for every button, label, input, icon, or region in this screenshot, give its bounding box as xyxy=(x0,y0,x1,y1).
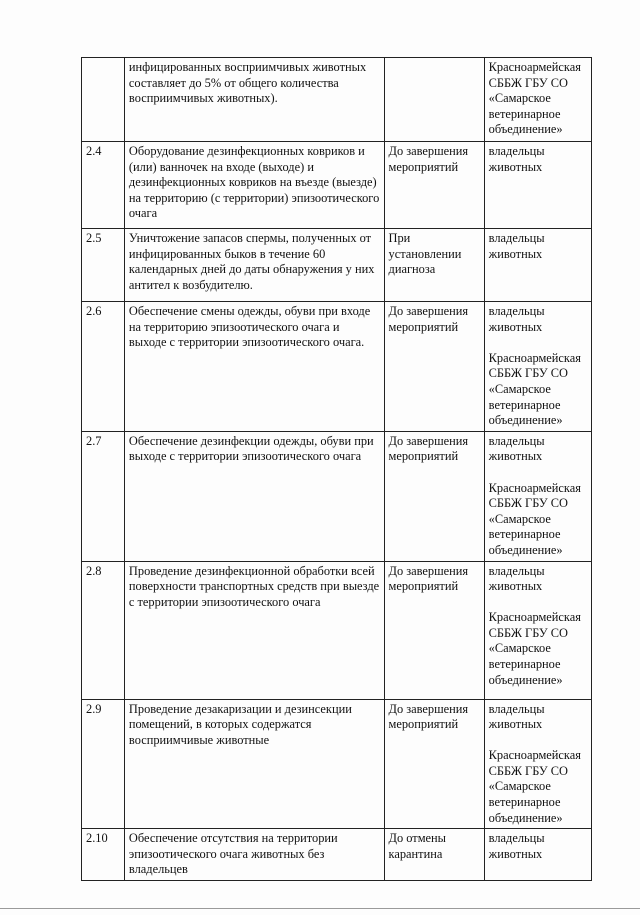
scan-edge-line xyxy=(0,908,640,909)
table-row xyxy=(82,58,592,142)
row-number: 2.7 xyxy=(82,431,125,561)
table-row xyxy=(82,829,592,881)
measure-text: инфицированных восприимчивых животных составляет до 5% от общего количества восприимчивых животных). xyxy=(124,58,384,142)
term-text: При установлении диагноза xyxy=(384,229,484,302)
term-text: До завершения мероприятий xyxy=(384,561,484,699)
responsible-cell xyxy=(484,699,591,829)
row-number xyxy=(82,58,125,142)
responsible-text: Красноармейская СББЖ ГБУ СО «Самарское ветеринарное объединение» xyxy=(488,480,581,557)
responsible-cell xyxy=(484,829,591,881)
measure-text: Оборудование дезинфекционных ковриков и (или) ванночек на входе (выходе) и дезинфекционных ковриков на въезде (выезде) на территорию (с территории) эпизоотического очага xyxy=(124,142,384,229)
table-row xyxy=(82,431,592,561)
responsible-text: владельцы животных xyxy=(488,701,545,732)
responsible-text: Красноармейская СББЖ ГБУ СО «Самарское ветеринарное объединение» xyxy=(488,610,581,687)
row-number: 2.6 xyxy=(82,302,125,432)
responsible-cell xyxy=(484,431,591,561)
responsible-cell xyxy=(484,58,591,142)
term-text: До завершения мероприятий xyxy=(384,699,484,829)
responsible-text: владельцы животных xyxy=(488,563,545,594)
responsible-cell xyxy=(484,561,591,699)
responsible-text: владельцы животных xyxy=(488,433,545,464)
responsible-text: Красноармейская СББЖ ГБУ СО «Самарское ветеринарное объединение» xyxy=(488,748,581,825)
row-number: 2.8 xyxy=(82,561,125,699)
term-text: До завершения мероприятий xyxy=(384,302,484,432)
responsible-text: владельцы животных xyxy=(488,831,545,861)
table-row xyxy=(82,561,592,699)
row-number: 2.9 xyxy=(82,699,125,829)
measures-table xyxy=(81,57,592,881)
term-text: До завершения мероприятий xyxy=(384,431,484,561)
table-row xyxy=(82,142,592,229)
responsible-text: Красноармейская СББЖ ГБУ СО «Самарское ветеринарное объединение» xyxy=(488,350,581,428)
responsible-text: владельцы животных xyxy=(488,304,545,334)
measure-text: Уничтожение запасов спермы, полученных от инфицированных быков в течение 60 календарных дней до даты обнаружения у них антител к возбудителю. xyxy=(124,229,384,302)
term-text xyxy=(384,58,484,142)
measure-text: Обеспечение дезинфекции одежды, обуви при выходе с территории эпизоотического очага xyxy=(124,431,384,561)
responsible-text: Красноармейская СББЖ ГБУ СО «Самарское ветеринарное объединение» xyxy=(488,60,581,137)
measure-text: Обеспечение смены одежды, обуви при входе на территорию эпизоотического очага и выходе с территории эпизоотического очага. xyxy=(124,302,384,432)
responsible-cell xyxy=(484,302,591,432)
term-text: До отмены карантина xyxy=(384,829,484,881)
measure-text: Обеспечение отсутствия на территории эпизоотического очага животных без владельцев xyxy=(124,829,384,881)
measure-text: Проведение дезинфекционной обработки всей поверхности транспортных средств при выезде с территории эпизоотического очага xyxy=(124,561,384,699)
responsible-text: владельцы животных xyxy=(488,231,545,261)
responsible-cell xyxy=(484,229,591,302)
table-row xyxy=(82,302,592,432)
row-number: 2.10 xyxy=(82,829,125,881)
responsible-cell xyxy=(484,142,591,229)
row-number: 2.4 xyxy=(82,142,125,229)
responsible-text: владельцы животных xyxy=(488,144,545,174)
row-number: 2.5 xyxy=(82,229,125,302)
measure-text: Проведение дезакаризации и дезинсекции помещений, в которых содержатся восприимчивые животные xyxy=(124,699,384,829)
term-text: До завершения мероприятий xyxy=(384,142,484,229)
table-row xyxy=(82,699,592,829)
table-row xyxy=(82,229,592,302)
